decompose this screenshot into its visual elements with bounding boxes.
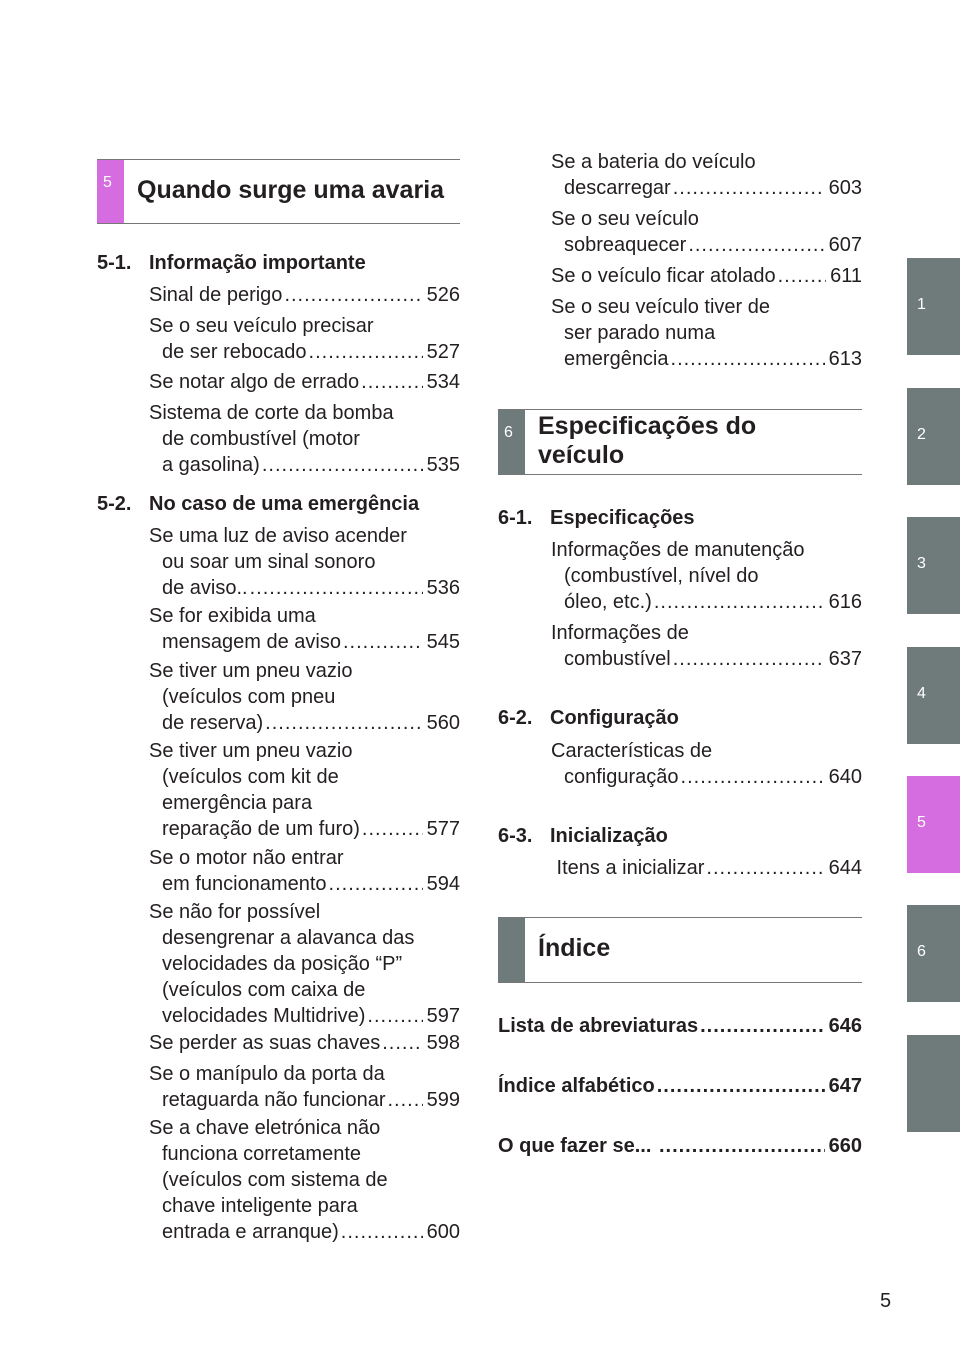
leader-dots (688, 232, 824, 258)
toc-entry-last-line (149, 629, 460, 655)
toc-entry-page: 600 (426, 1221, 460, 1243)
toc-entry-text: (combustível, nível do (564, 565, 759, 587)
toc-entry-text: Se uma luz de aviso acender (149, 525, 407, 547)
toc-entry-page: 603 (828, 177, 862, 199)
chapter-tab-2[interactable] (907, 388, 960, 485)
group-number: 5-1. (97, 252, 132, 274)
index-item-label: O que fazer se... (498, 1135, 657, 1157)
toc-entry-last-line (551, 646, 862, 672)
group-title: No caso de uma emergência (149, 493, 420, 515)
toc-entry[interactable] (149, 738, 460, 842)
leader-dots (309, 339, 423, 365)
toc-entry-text: Se a bateria do veículo (551, 151, 756, 173)
toc-entry[interactable] (551, 294, 862, 372)
toc-entry-last-line (551, 175, 862, 201)
toc-entry-text: ser parado numa (564, 322, 716, 344)
section-6-header (498, 409, 862, 475)
toc-entry-text: Se notar algo de errado (149, 371, 360, 393)
toc-entry-page: 637 (828, 648, 862, 670)
toc-entry-text: reparação de um furo) (162, 818, 360, 840)
toc-entry-last-line (149, 1219, 460, 1245)
toc-entry-last-line (149, 1003, 460, 1029)
toc-entry-last-line (551, 346, 862, 372)
toc-entry-last-line (149, 816, 460, 842)
toc-entry-text: de aviso.. (162, 577, 248, 599)
toc-entry-last-line (149, 1030, 460, 1056)
chapter-tab-3[interactable] (907, 517, 960, 614)
leader-dots (265, 710, 422, 736)
toc-entry-page: 594 (426, 873, 460, 895)
toc-entry-text: entrada e arranque) (162, 1221, 339, 1243)
toc-entry-text: Se o seu veículo tiver de (551, 296, 771, 318)
toc-entry-text: (veículos com pneu (162, 686, 336, 708)
toc-entry[interactable] (149, 400, 460, 478)
toc-entry-page: 526 (426, 284, 460, 306)
group-number: 6-1. (498, 507, 533, 529)
group-number: 5-2. (97, 493, 132, 515)
leader-dots (361, 369, 422, 395)
leader-dots (778, 263, 827, 289)
leader-dots (343, 629, 423, 655)
toc-entry-text: de ser rebocado (162, 341, 307, 363)
section-5-number: 5 (103, 174, 112, 191)
section-5-header (97, 159, 460, 224)
toc-entry-page: 536 (426, 577, 460, 599)
section-6-title-line-1: Especificações do (538, 412, 757, 440)
leader-dots (362, 816, 423, 842)
toc-entry[interactable] (149, 369, 460, 395)
leader-dots (382, 1030, 422, 1056)
toc-entry-text: a gasolina) (162, 454, 260, 476)
toc-entry-last-line (149, 339, 460, 365)
tab-label: 5 (917, 814, 926, 831)
toc-entry-text: retaguarda não funcionar (162, 1089, 386, 1111)
toc-entry-text: Itens a inicializar (551, 857, 705, 879)
toc-entry-page: 534 (426, 371, 460, 393)
toc-entry-text: mensagem de aviso (162, 631, 341, 653)
chapter-tab-4[interactable] (907, 647, 960, 744)
toc-entry-text: emergência (564, 348, 669, 370)
toc-entry[interactable] (149, 1115, 460, 1245)
toc-entry-text: velocidades da posição “P” (162, 953, 403, 975)
toc-entry-last-line (551, 764, 862, 790)
leader-dots (681, 764, 825, 790)
toc-entry[interactable] (551, 263, 862, 289)
index-title: Índice (538, 934, 611, 962)
toc-entry-page: 577 (426, 818, 460, 840)
toc-entry-page: 527 (426, 341, 460, 363)
toc-entry-text: combustível (564, 648, 671, 670)
leader-dots (673, 175, 825, 201)
section-6-title (538, 412, 756, 470)
leader-dots (659, 1133, 825, 1159)
toc-entry[interactable] (551, 855, 862, 881)
section-5-title: Quando surge uma avaria (137, 176, 445, 204)
toc-entry-last-line (149, 452, 460, 478)
toc-entry-text: descarregar (564, 177, 671, 199)
group-number: 6-3. (498, 825, 533, 847)
index-item-alphabetical[interactable] (498, 1073, 862, 1099)
toc-entry-text: Se o seu veículo (551, 208, 699, 230)
group-6-3-heading[interactable] (498, 823, 668, 849)
toc-entry-page: 616 (828, 591, 862, 613)
toc-entry-page: 644 (828, 857, 862, 879)
tab-label: 6 (917, 943, 926, 960)
toc-entry-page: 545 (426, 631, 460, 653)
group-title: Configuração (550, 707, 679, 729)
toc-entry-last-line (149, 1087, 460, 1113)
group-5-1-heading[interactable] (97, 250, 366, 276)
toc-entry-last-line (149, 282, 460, 308)
toc-entry-text: (veículos com kit de (162, 766, 339, 788)
toc-entry-page: 560 (426, 712, 460, 734)
leader-dots (706, 855, 824, 881)
toc-entry-text: (veículos com caixa de (162, 979, 366, 1001)
toc-entry-text: configuração (564, 766, 679, 788)
toc-entry-last-line (551, 589, 862, 615)
tab-label: 3 (917, 555, 926, 572)
toc-entry-text: Se o seu veículo precisar (149, 315, 374, 337)
toc-entry-text: velocidades Multidrive) (162, 1005, 366, 1027)
group-title: Informação importante (149, 252, 366, 274)
toc-entry-text: Se a chave eletrónica não (149, 1117, 381, 1139)
toc-entry[interactable] (149, 1030, 460, 1056)
group-6-1-heading[interactable] (498, 505, 695, 531)
toc-entry[interactable] (149, 658, 460, 736)
index-number-bar (498, 918, 525, 982)
toc-entry[interactable] (149, 899, 460, 1029)
toc-entry-text: Se for exibida uma (149, 605, 316, 627)
group-title: Especificações (550, 507, 695, 529)
leader-dots (341, 1219, 423, 1245)
toc-entry[interactable] (551, 149, 862, 201)
index-item-label: Índice alfabético (498, 1075, 655, 1097)
toc-entry-text: Se tiver um pneu vazio (149, 660, 353, 682)
toc-entry-text: Se não for possível (149, 901, 321, 923)
toc-entry-text: (veículos com sistema de (162, 1169, 388, 1191)
toc-entry-text: Informações de manutenção (551, 539, 805, 561)
toc-entry-page: 599 (426, 1089, 460, 1111)
toc-entry[interactable] (149, 313, 460, 365)
toc-entry-page: 597 (426, 1005, 460, 1027)
section-5-number-bar (97, 160, 124, 223)
toc-entry-page: 613 (828, 348, 862, 370)
toc-entry[interactable] (149, 282, 460, 308)
tab-label: 2 (917, 426, 926, 443)
toc-entry[interactable] (149, 845, 460, 897)
chapter-tab-6[interactable] (907, 905, 960, 1002)
leader-dots (654, 589, 825, 615)
toc-entry[interactable] (551, 620, 862, 672)
toc-entry-text: Sinal de perigo (149, 284, 283, 306)
toc-entry[interactable] (551, 206, 862, 258)
toc-entry-text: óleo, etc.) (564, 591, 652, 613)
toc-entry-text: Características de (551, 740, 713, 762)
section-6-number-bar (498, 410, 525, 474)
index-item-page: 660 (828, 1135, 862, 1157)
chapter-tab-1[interactable] (907, 258, 960, 355)
toc-entry-text: Informações de (551, 622, 689, 644)
index-item-label: Lista de abreviaturas (498, 1015, 699, 1037)
chapter-tab-5[interactable] (907, 776, 960, 873)
leader-dots (657, 1073, 825, 1099)
toc-entry[interactable] (149, 603, 460, 655)
toc-entry-page: 535 (426, 454, 460, 476)
toc-entry-last-line (551, 232, 862, 258)
index-item-page: 647 (828, 1075, 862, 1097)
toc-entry-text: Sistema de corte da bomba (149, 402, 394, 424)
index-item-page: 646 (828, 1015, 862, 1037)
toc-entry-text: Se o veículo ficar atolado (551, 265, 776, 287)
toc-entry-text: de reserva) (162, 712, 264, 734)
group-title: Inicialização (550, 825, 668, 847)
tab-label: 1 (917, 296, 926, 313)
toc-entry-text: sobreaquecer (564, 234, 687, 256)
leader-dots (284, 282, 422, 308)
tab-label: 4 (917, 685, 926, 702)
toc-entry-page: 640 (828, 766, 862, 788)
group-5-2-heading[interactable] (97, 491, 419, 517)
toc-entry-text: desengrenar a alavanca das (162, 927, 415, 949)
chapter-tab-index[interactable] (907, 1035, 960, 1132)
toc-entry-page: 598 (426, 1032, 460, 1054)
toc-entry-last-line (149, 369, 460, 395)
toc-entry-text: Se o motor não entrar (149, 847, 344, 869)
toc-entry-page: 607 (828, 234, 862, 256)
leader-dots (700, 1013, 825, 1039)
toc-entry[interactable] (551, 537, 862, 615)
toc-entry-last-line (149, 871, 460, 897)
toc-entry-text: Se o manípulo da porta da (149, 1063, 385, 1085)
toc-entry-text: chave inteligente para (162, 1195, 358, 1217)
section-6-title-line-2: veículo (538, 441, 625, 469)
leader-dots (367, 1003, 422, 1029)
group-number: 6-2. (498, 707, 533, 729)
index-header (498, 917, 862, 983)
group-6-2-heading[interactable] (498, 705, 679, 731)
toc-entry-text: em funcionamento (162, 873, 327, 895)
toc-entry-text: Se tiver um pneu vazio (149, 740, 353, 762)
leader-dots (388, 1087, 423, 1113)
leader-dots (673, 646, 825, 672)
toc-entry-last-line (149, 575, 460, 601)
toc-entry[interactable] (551, 738, 862, 790)
toc-entry-text: de combustível (motor (162, 428, 360, 450)
toc-entry-page: 611 (830, 265, 862, 287)
toc-entry-text: emergência para (162, 792, 313, 814)
section-6-number: 6 (504, 424, 513, 441)
leader-dots (671, 346, 825, 372)
page-number: 5 (880, 1290, 892, 1312)
toc-entry-last-line (551, 855, 862, 881)
leader-dots (262, 452, 423, 478)
toc-entry-last-line (149, 710, 460, 736)
toc-entry-text: funciona corretamente (162, 1143, 362, 1165)
leader-dots (250, 575, 423, 601)
leader-dots (329, 871, 423, 897)
toc-entry-text: ou soar um sinal sonoro (162, 551, 376, 573)
toc-entry[interactable] (149, 523, 460, 601)
toc-entry[interactable] (149, 1061, 460, 1113)
toc-entry-text: Se perder as suas chaves (149, 1032, 381, 1054)
toc-entry-last-line (551, 263, 862, 289)
index-item-abbreviations[interactable] (498, 1013, 862, 1039)
index-item-what-to-do[interactable] (498, 1133, 862, 1159)
